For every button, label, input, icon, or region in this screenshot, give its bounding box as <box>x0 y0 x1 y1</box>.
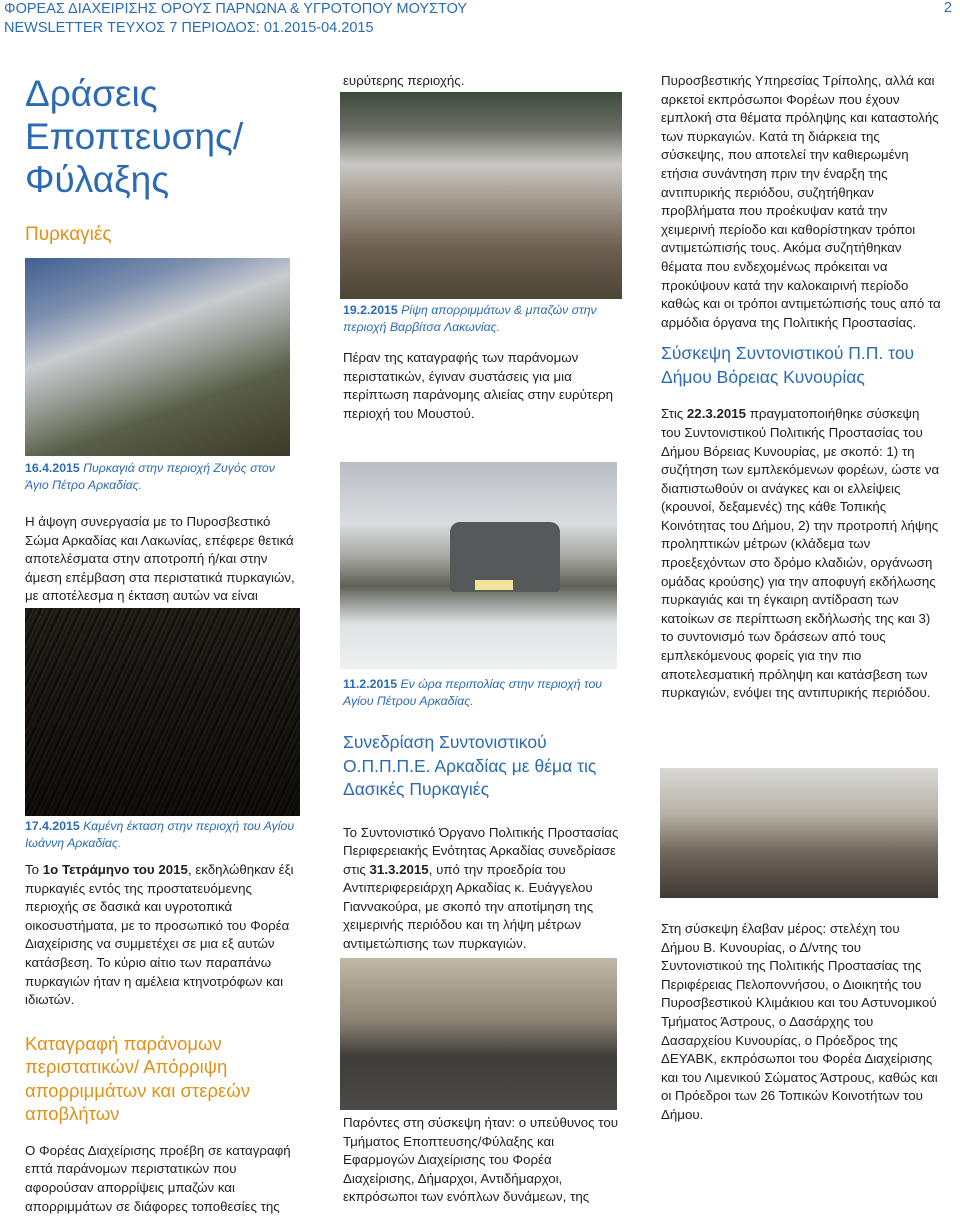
caption-date: 17.4.2015 <box>25 819 80 833</box>
photo-meeting-room <box>660 768 938 898</box>
caption-text: Καμένη έκταση στην περιοχή του Αγίου Ιωάννη Αρκαδίας. <box>25 819 295 850</box>
column-middle-top <box>343 72 623 91</box>
caption-text: Εν ώρα περιπολίας στην περιοχή του Αγίου Πέτρου Αρκαδίας. <box>343 677 603 708</box>
section-title <box>25 72 300 201</box>
column-middle-mid <box>343 302 623 423</box>
column-right-bottom <box>661 920 941 1125</box>
column-middle-end <box>343 1114 623 1207</box>
text-bold: 31.3.2015 <box>369 861 429 877</box>
section-title-line: Δράσεις <box>25 73 158 114</box>
photo-burnt-area <box>25 608 300 816</box>
page-number: 2 <box>943 0 952 16</box>
header-issue: NEWSLETTER ΤΕΥΧΟΣ 7 ΠΕΡΙΟΔΟΣ: 01.2015-04.2015 <box>4 20 374 36</box>
paragraph <box>25 861 300 1010</box>
paragraph: Ο Φορέας Διαχείρισης προέβη σε καταγραφή επτά παράνομων περιστατικών που αφορούσαν απορρίψεις μπαζών και απορριμμάτων σε διάφορες τοποθεσίες της <box>25 1142 291 1214</box>
caption-date: 19.2.2015 <box>343 303 398 317</box>
section-heading: Καταγραφή παράνομων περιστατικών/ Απόρριψη απορριμμάτων και στερεών αποβλήτων <box>25 1032 250 1125</box>
paragraph <box>661 405 941 703</box>
photo-caption <box>343 676 623 709</box>
section-heading: Συνεδρίαση Συντονιστικού Ο.Π.Π.Π.Ε. Αρκαδίας με θέμα τις Δασικές Πυρκαγιές <box>343 732 597 799</box>
text-run: Στις <box>661 406 687 422</box>
paragraph: Πέραν της καταγραφής των παράνομων περιστατικών, έγιναν συστάσεις για μια περίπτωση παράνομης αλιείας στην ευρύτερη περιοχή του Μουστού. <box>343 350 613 421</box>
caption-text: Ρίψη απορριμμάτων & μπαζών στην περιοχή Βαρβίτσα Λακωνίας. <box>343 303 597 334</box>
photo-illegal-dumping <box>340 92 622 299</box>
column-left-bottom <box>25 818 300 1216</box>
text-bold: 22.3.2015 <box>686 406 747 422</box>
text-run: πραγματοποιήθηκε σύσκεψη του Συντονιστικού Πολιτικής Προστασίας του Δήμου Βόρειας Κυνουρίας, με σκοπό: 1) τη συζήτηση των εμπλεκόμενων φορέων, ώστε να διαπιστωθούν οι ανάγκες και οι ελλείψεις (κρουνοί, δεξαμενές) της κάθε Τοπικής Κοινότητας του Δήμου, 2) την προτροπή λήψης προληπτικών μέτρων (κλάδεμα των προεξεχόντων στο δρόμο κλαδιών, οργάνωση ομάδας κρούσης) για την αποφυγή εκδήλωσης πυρκαγιάς και τη έγκαιρη αντίδραση των κατοίκων σε περίπτωση εκδήλωσής της και 3) το συντονισμό των δράσεων από τους εμπλεκόμενους φορείς για την πιο αποτελεσματική πρόληψη και κατάσβεση των πυρκαγιών, ενόψει της αντιπυρικής περιόδου. <box>661 406 940 701</box>
caption-text: Πυρκαγιά στην περιοχή Ζυγός στον Άγιο Πέτρο Αρκαδίας. <box>25 461 275 492</box>
column-left-mid <box>25 460 300 625</box>
column-middle-bottom <box>343 676 623 954</box>
photo-caption <box>343 302 623 335</box>
text-run: Το <box>25 862 43 877</box>
photo-wildfire-smoke <box>25 258 290 456</box>
paragraph: Στη σύσκεψη έλαβαν μέρος: στελέχη του Δήμου Β. Κυνουρίας, ο Δ/ντης του Συντονιστικού της Πολιτικής Προστασίας της Περιφέρειας Πελοποννήσου, ο Διοικητής του Πυροσβεστικού Κλιμάκιου και του Αστυνομικού Τμήματος Άστρους, ο Δασάρχης του Δασαρχείου Κυνουρίας, ο Πρόεδρος της ΔΕΥΑΒΚ, εκπρόσωποι του Φορέα Διαχείρισης και του Λιμενικού Σώματος Άστρους, καθώς και οι Πρόεδροι των 26 Τοπικών Κοινοτήτων του Δήμου. <box>661 921 938 1122</box>
paragraph: Πυροσβεστικής Υπηρεσίας Τρίπολης, αλλά και αρκετοί εκπρόσωποι Φορέων που έχουν εμπλοκή στα θέματα πρόληψης και καταστολής των πυρκαγιών. Κατά τη διάρκεια της σύσκεψης, που αποτελεί την καθιερωμένη ετήσια συνάντηση πριν την έναρξη της αντιπυρικής περιόδου, συζητήθηκαν προβλήματα που προέκυψαν κατά την χειμερινή περίοδο και καθορίστηκαν τρόποι αντιμετώπισής τους. Ακόμα συζητήθηκαν θέματα που ενδεχομένως πρόκειται να προκύψουν κατά την καλοκαιρινή περίοδο καθώς και οι τρόποι αντιμετώπισής τους από τα αρμόδια όργανα της Πολιτικής Προστασίας. <box>661 73 941 330</box>
text-bold: 1ο Τετράμηνο του 2015 <box>42 862 188 877</box>
newsletter-header <box>4 0 467 38</box>
paragraph: Η άψογη συνεργασία με το Πυροσβεστικό Σώμα Αρκαδίας και Λακωνίας, επέφερε θετικά αποτελέσματα στην αποτροπή ή/και στην άμεση επέμβαση στα περιστατικά πυρκαγιών, με αποτέλεσμα η έκταση αυτών να είναι <box>25 514 295 604</box>
section-heading: Σύσκεψη Συντονιστικού Π.Π. του Δήμου Βόρειας Κυνουρίας <box>661 343 915 387</box>
photo-caption <box>25 818 300 851</box>
paragraph <box>343 824 623 954</box>
paragraph: Παρόντες στη σύσκεψη ήταν: ο υπεύθυνος του Τμήματος Εποπτευσης/Φύλαξης και Εφαρμογών Διαχείρισης του Φορέα Διαχείρισης, Δήμαρχοι, Αντιδήμαρχοι, εκπρόσωποι των ενόπλων δυνάμεων, της <box>343 1115 619 1205</box>
license-plate <box>475 580 513 590</box>
section-title-line: Φύλαξης <box>25 159 170 200</box>
header-organization: ΦΟΡΕΑΣ ΔΙΑΧΕΙΡΙΣΗΣ ΟΡΟΥΣ ΠΑΡΝΩΝΑ & ΥΓΡΟΤΟΠΟΥ ΜΟΥΣΤΟΥ <box>4 1 468 17</box>
column-right-top <box>661 72 941 703</box>
section-title-line: Εποπτευσης/ <box>25 116 244 157</box>
photo-meeting-officials <box>340 958 617 1110</box>
paragraph: ευρύτερης περιοχής. <box>343 73 465 88</box>
caption-date: 11.2.2015 <box>343 677 398 691</box>
text-run: Το Συντονιστικό Όργανο Πολιτικής Προστασίας Περιφερειακής Ενότητας Αρκαδίας συνεδρίασε στις <box>343 824 619 877</box>
text-run: , εκδηλώθηκαν έξι πυρκαγιές εντός της προστατευόμενης περιοχής σε δασικά και υγροτοπικά οικοσυστήματα, με το προσωπικό του Φορέα Διαχείρισης να συμμετέχει σε μια εξ αυτών κατάσβεση. Το κύριο αίτιο των παραπάνω πυρκαγιών ήταν η αμέλεια κτηνοτρόφων και ιδιωτών. <box>25 862 294 1008</box>
photo-caption <box>25 460 300 493</box>
photo-patrol-vehicle <box>340 462 617 669</box>
column-left <box>25 72 300 247</box>
text-run: , υπό την προεδρία του Αντιπεριφερειάρχη Αρκαδίας κ. Ευάγγελου Γιαννακούρα, με σκοπό την αποτίμηση της χειμερινής περιόδου και τη λήψη μέτρων αντιμετώπισης των πυρκαγιών. <box>343 861 594 952</box>
section-subtitle: Πυρκαγιές <box>25 224 112 245</box>
caption-date: 16.4.2015 <box>25 461 80 475</box>
